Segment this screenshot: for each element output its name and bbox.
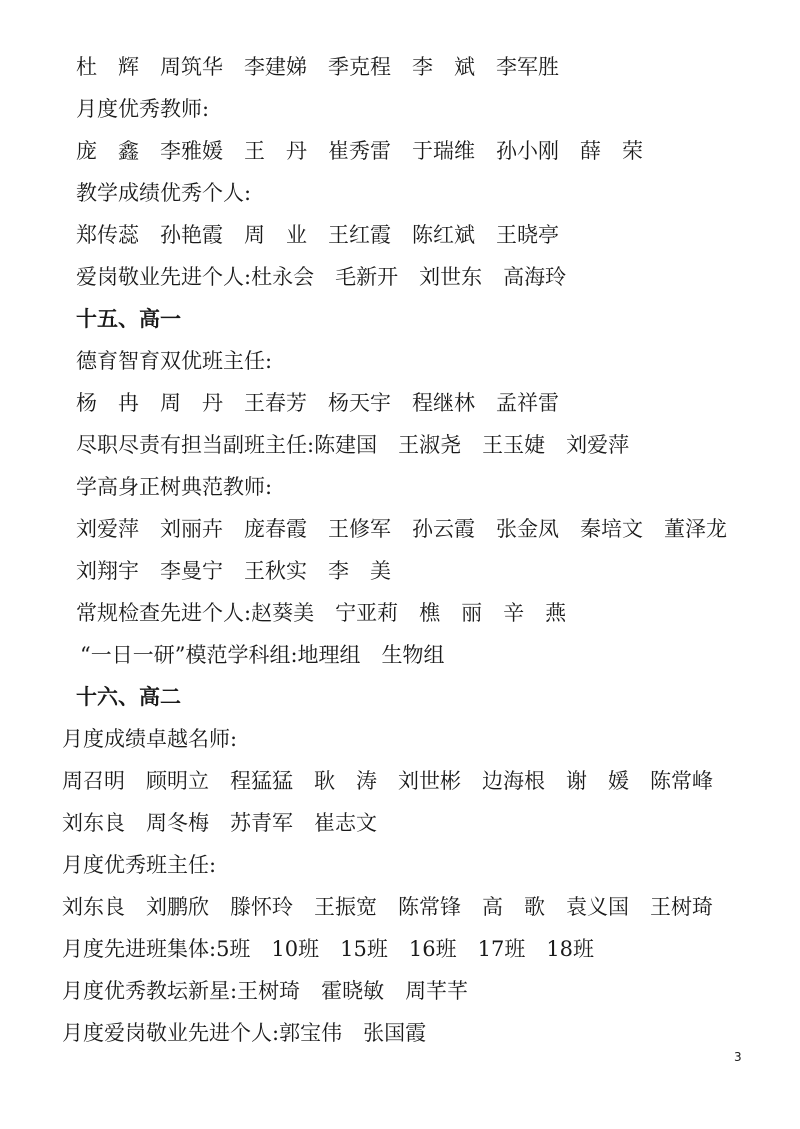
- award-category: 月度优秀教坛新星:王树琦 霍晓敏 周芊芊: [62, 979, 469, 1003]
- name-list: 刘东良 刘鹏欣 滕怀玲 王振宽 陈常锋 高 歌 袁义国 王树琦: [62, 895, 713, 919]
- section-heading: 十五、高一: [76, 307, 181, 331]
- name-list: 刘翔宇 李曼宁 王秋实 李 美: [76, 559, 391, 583]
- award-category: “一日一研”模范学科组:地理组 生物组: [80, 643, 445, 667]
- award-category: 爱岗敬业先进个人:杜永会 毛新开 刘世东 高海玲: [76, 265, 567, 289]
- name-list: 周召明 顾明立 程猛猛 耿 涛 刘世彬 边海根 谢 媛 陈常峰: [62, 769, 713, 793]
- name-list: 刘爱萍 刘丽卉 庞春霞 王修军 孙云霞 张金凤 秦培文 董泽龙: [76, 517, 727, 541]
- award-category: 月度先进班集体:5班 10班 15班 16班 17班 18班: [62, 937, 595, 961]
- page-number: 3: [734, 1050, 742, 1064]
- award-category: 月度优秀教师:: [76, 97, 210, 121]
- name-list: 杨 冉 周 丹 王春芳 杨天宇 程继林 孟祥雷: [76, 391, 559, 415]
- award-category: 月度优秀班主任:: [62, 853, 217, 877]
- name-list: 刘东良 周冬梅 苏青军 崔志文: [62, 811, 377, 835]
- award-category: 德育智育双优班主任:: [76, 349, 273, 373]
- section-heading: 十六、高二: [76, 685, 181, 709]
- award-category: 常规检查先进个人:赵葵美 宁亚莉 樵 丽 辛 燕: [76, 601, 567, 625]
- award-category: 尽职尽责有担当副班主任:陈建国 王淑尧 王玉婕 刘爱萍: [76, 433, 630, 457]
- name-list: 郑传蕊 孙艳霞 周 业 王红霞 陈红斌 王晓亭: [76, 223, 559, 247]
- award-category: 月度成绩卓越名师:: [62, 727, 238, 751]
- award-category: 教学成绩优秀个人:: [76, 181, 252, 205]
- award-category: 学高身正树典范教师:: [76, 475, 273, 499]
- name-list: 庞 鑫 李雅媛 王 丹 崔秀雷 于瑞维 孙小刚 薛 荣: [76, 139, 643, 163]
- name-list: 杜 辉 周筑华 李建娣 季克程 李 斌 李军胜: [76, 55, 559, 79]
- award-category: 月度爱岗敬业先进个人:郭宝伟 张国霞: [62, 1021, 427, 1045]
